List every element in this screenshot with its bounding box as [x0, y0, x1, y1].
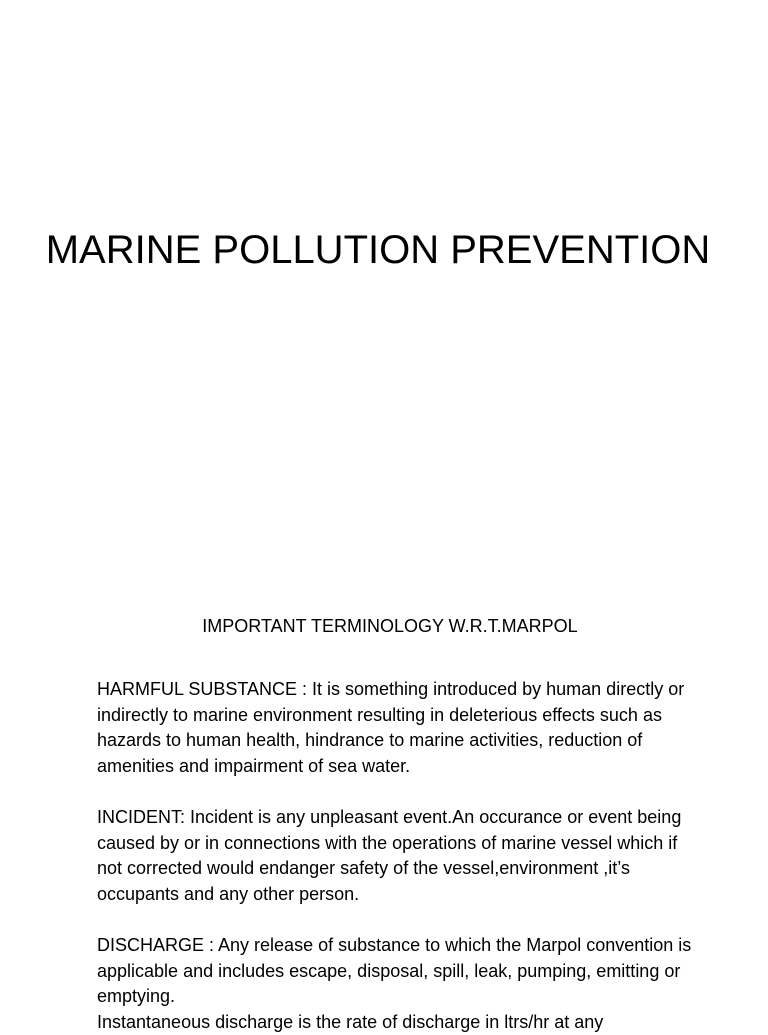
instantaneous-discharge-paragraph: Instantaneous discharge is the rate of discharge in ltrs/hr at any — [97, 1011, 604, 1032]
section-heading: IMPORTANT TERMINOLOGY W.R.T.MARPOL — [202, 616, 578, 636]
incident-paragraph: INCIDENT: Incident is any unpleasant event.An occurance or event being caused by or in connections with the operations of marine vessel which if not corrected would endanger safety of the vessel,environment ,it’s occupants and any other person. — [97, 806, 682, 904]
paragraph-spacer — [97, 779, 697, 805]
discharge-paragraph: DISCHARGE : Any release of substance to which the Marpol convention is applicable and includes escape, disposal, spill, leak, pumping, emitting or emptying. — [97, 934, 692, 1007]
harmful-substance-paragraph: HARMFUL SUBSTANCE : It is something introduced by human directly or indirectly to marine environment resulting in deleterious effects such as hazards to human health, hindrance to marine activities, reduction of amenities and impairment of sea water. — [97, 679, 685, 776]
terminology-content — [97, 677, 697, 1035]
slide-title: MARINE POLLUTION PREVENTION — [45, 228, 711, 272]
paragraph-spacer — [97, 907, 697, 933]
